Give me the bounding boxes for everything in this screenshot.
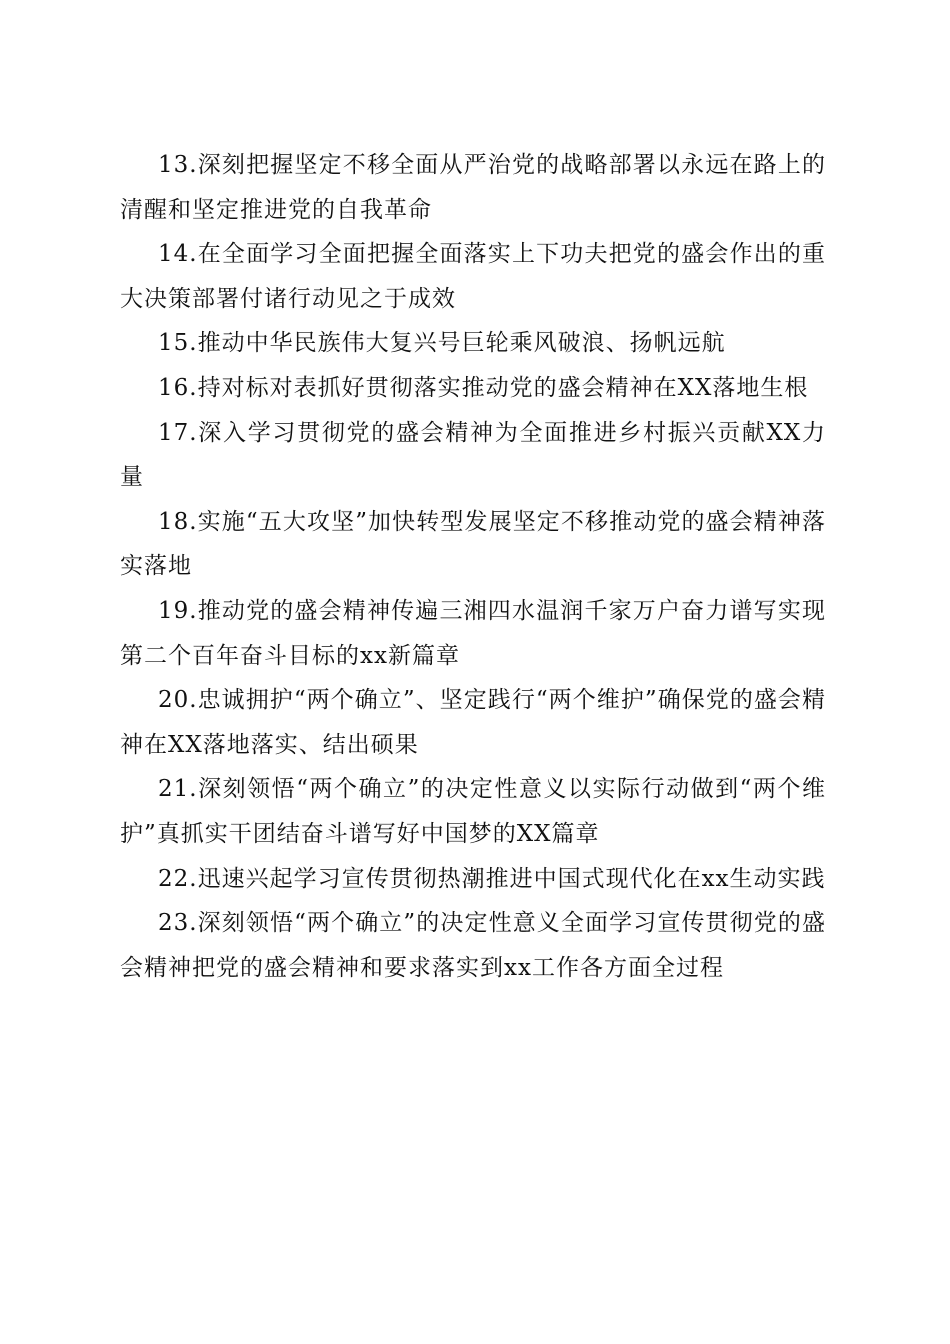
list-item: 22.迅速兴起学习宣传贯彻热潮推进中国式现代化在xx生动实践: [158, 865, 826, 892]
list-item: 16.持对标对表抓好贯彻落实推动党的盛会精神在XX落地生根: [158, 374, 809, 401]
list-item: 20.忠诚拥护“两个确立”、坚定践行“两个维护”确保党的盛会精神在XX落地落实、结出硕果: [120, 687, 826, 758]
list-item: 14.在全面学习全面把握全面落实上下功夫把党的盛会作出的重大决策部署付诸行动见之于成效: [120, 241, 826, 312]
list-item: 18.实施“五大攻坚”加快转型发展坚定不移推动党的盛会精神落实落地: [120, 508, 826, 580]
document-body: [120, 143, 826, 990]
list-item: 15.推动中华民族伟大复兴号巨轮乘风破浪、扬帆远航: [158, 330, 726, 357]
list-item: 13.深刻把握坚定不移全面从严治党的战略部署以永远在路上的清醒和坚定推进党的自我革命: [120, 152, 826, 223]
list-item: 19.推动党的盛会精神传遍三湘四水温润千家万户奋力谱写实现第二个百年奋斗目标的xx新篇章: [120, 597, 826, 669]
list-item: 23.深刻领悟“两个确立”的决定性意义全面学习宣传贯彻党的盛会精神把党的盛会精神和要求落实到xx工作各方面全过程: [120, 910, 826, 981]
list-item: 21.深刻领悟“两个确立”的决定性意义以实际行动做到“两个维护”真抓实干团结奋斗谱写好中国梦的XX篇章: [120, 776, 826, 847]
list-item: 17.深入学习贯彻党的盛会精神为全面推进乡村振兴贡献XX力量: [120, 419, 826, 491]
